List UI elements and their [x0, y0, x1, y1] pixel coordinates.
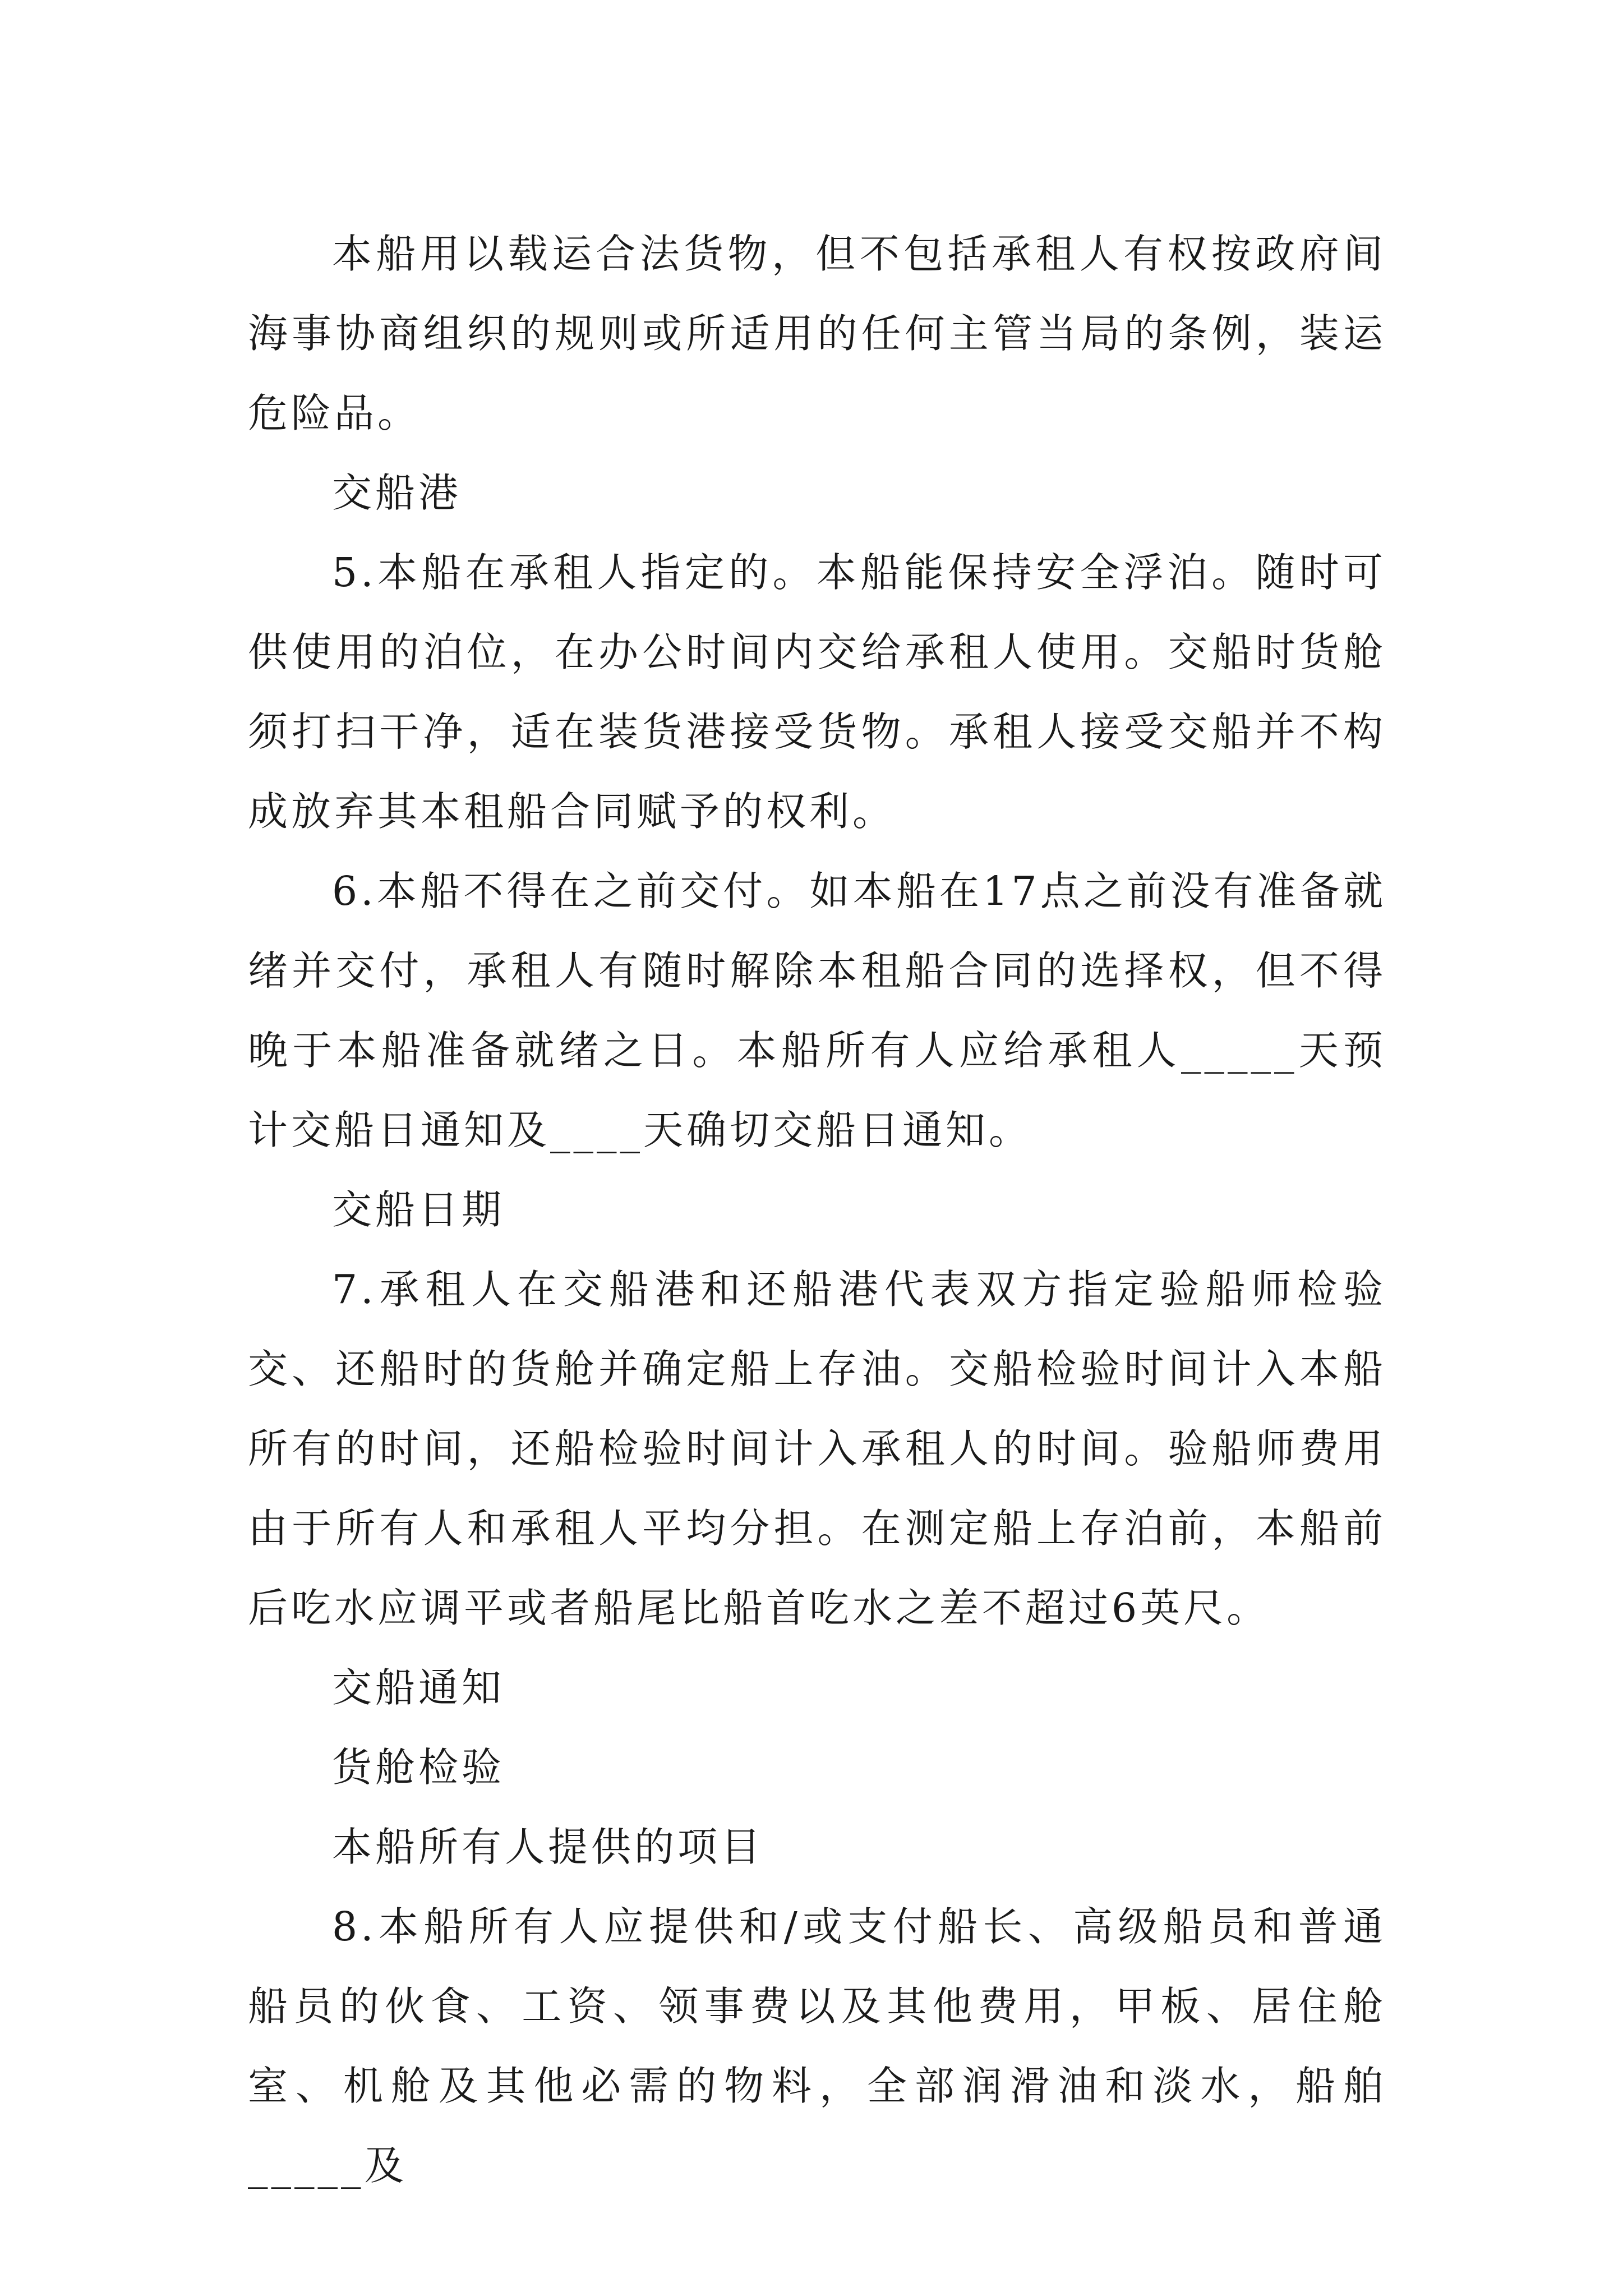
clause-6-paragraph: 6.本船不得在之前交付。如本船在17点之前没有准备就绪并交付，承租人有随时解除本租船合同的选择权，但不得晚于本船准备就绪之日。本船所有人应给承租人_____天预计交船日通知及____天确切交船日通知。 [248, 868, 1386, 1153]
heading-delivery-notice: 交船通知 [332, 1664, 505, 1711]
heading-owner-provisions: 本船所有人提供的项目 [332, 1824, 764, 1870]
document-body [248, 214, 1386, 2206]
heading-delivery-port: 交船港 [332, 470, 462, 516]
cargo-paragraph: 本船用以载运合法货物，但不包括承租人有权按政府间海事协商组织的规则或所适用的任何主管当局的条例，装运危险品。 [248, 231, 1386, 436]
clause-8-paragraph: 8.本船所有人应提供和/或支付船长、高级船员和普通船员的伙食、工资、领事费以及其他费用，甲板、居住舱室、机舱及其他必需的物料，全部润滑油和淡水，船舶_____及 [248, 1903, 1386, 2189]
heading-hold-inspection: 货舱检验 [332, 1744, 505, 1791]
heading-delivery-date: 交船日期 [332, 1186, 505, 1233]
clause-7-paragraph: 7.承租人在交船港和还船港代表双方指定验船师检验交、还船时的货舱并确定船上存油。交船检验时间计入本船所有的时间，还船检验时间计入承租人的时间。验船师费用由于所有人和承租人平均分担。在测定船上存泊前，本船前后吃水应调平或者船尾比船首吃水之差不超过6英尺。 [248, 1266, 1386, 1631]
clause-5-paragraph: 5.本船在承租人指定的。本船能保持安全浮泊。随时可供使用的泊位，在办公时间内交给承租人使用。交船时货舱须打扫干净，适在装货港接受货物。承租人接受交船并不构成放弃其本租船合同赋予的权利。 [248, 549, 1386, 835]
